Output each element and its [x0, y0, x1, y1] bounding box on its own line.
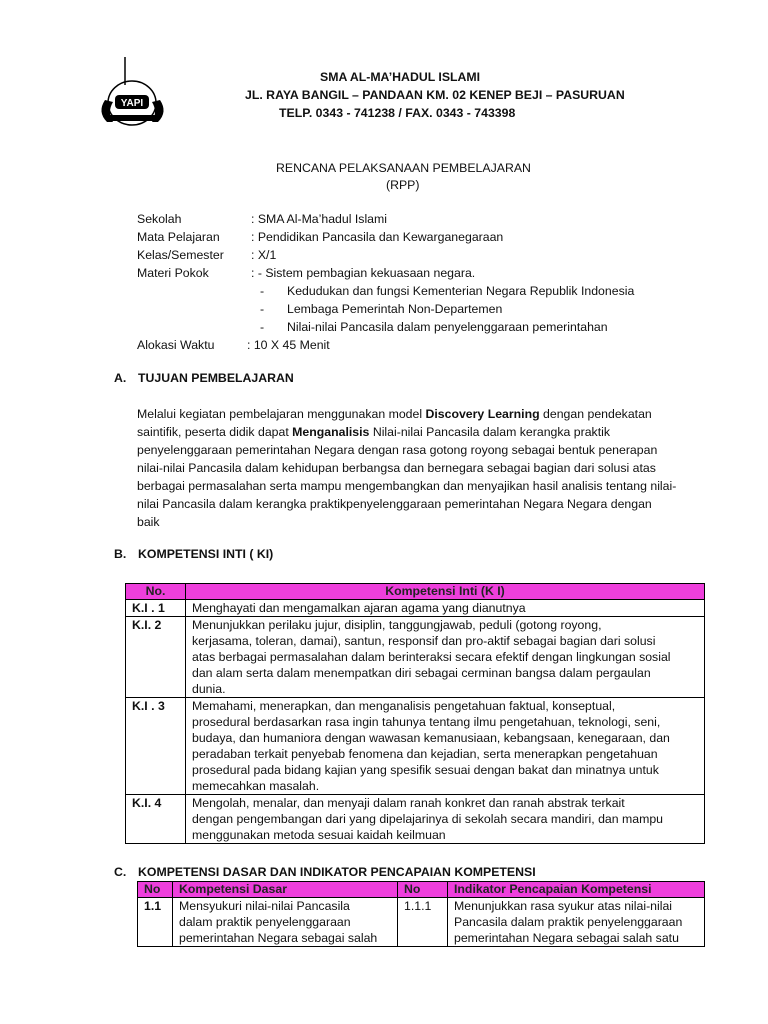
tujuan-paragraph — [137, 405, 676, 531]
info-row-alokasi: Alokasi Waktu : 10 X 45 Menit — [137, 338, 330, 352]
ki-header-no: No. — [126, 584, 186, 600]
table-row — [126, 795, 705, 844]
kd-header-no2: No — [398, 882, 448, 898]
table-row — [138, 898, 705, 947]
info-block — [137, 210, 635, 354]
paragraph-line: Melalui kegiatan pembelajaran menggunakan model Discovery Learning dengan pendekatan — [137, 407, 652, 421]
kd-no: 1.1 — [138, 898, 173, 947]
table-row — [126, 617, 705, 698]
section-c-heading: C. KOMPETENSI DASAR DAN INDIKATOR PENCAPAIAN KOMPETENSI — [114, 865, 536, 879]
info-row: Kelas/Semester : X/1 — [137, 248, 277, 262]
school-phone: TELP. 0343 - 741238 / FAX. 0343 - 743398 — [279, 106, 516, 120]
materi-item: - Lembaga Pemerintah Non-Departemen — [260, 302, 503, 316]
kd-text: Mensyukuri nilai-nilai Pancasila dalam praktik penyelenggaraan pemerintahan Negara sebagai salah — [173, 898, 398, 947]
ipk-no: 1.1.1 — [398, 898, 448, 947]
paragraph-line: berbagai permasalahan serta mampu mengembangkan dan menyajikan hasil analisis tentang nilai- — [137, 479, 677, 493]
info-row: Mata Pelajaran : Pendidikan Pancasila dan Kewarganegaraan — [137, 230, 504, 244]
kd-table — [137, 881, 705, 947]
paragraph-line: nilai-nilai Pancasila dalam kehidupan berbangsa dan bernegara sebagai bagian dari solusi atas — [137, 461, 656, 475]
kd-header-kd: Kompetensi Dasar — [173, 882, 398, 898]
ki-table — [125, 583, 705, 844]
paragraph-line: baik — [137, 515, 160, 529]
school-logo — [95, 55, 170, 137]
paragraph-line: nilai Pancasila dalam kerangka praktikpenyelenggaraan pemerintahan Negara Negara dengan — [137, 497, 652, 511]
table-row — [126, 600, 705, 617]
ki-text: Memahami, menerapkan, dan menganalisis pengetahuan faktual, konseptual, prosedural berdasarkan rasa ingin tahunya tentang ilmu pengetahuan, teknologi, seni, budaya, dan humaniora dengan wawasan kemanusiaan, kebangsaan, kenegaraan, dan peradaban terkait penyebab fenomena dan kejadian, serta menerapkan pengetahuan prosedural pada bidang kajian yang spesifik sesuai dengan bakat dan minatnya untuk memecahkan masalah. — [186, 698, 705, 795]
school-name: SMA AL-MA’HADUL ISLAMI — [320, 70, 481, 84]
info-row: Materi Pokok : - Sistem pembagian kekuasaan negara. — [137, 266, 476, 280]
ipk-text: Menunjukkan rasa syukur atas nilai-nilai Pancasila dalam praktik penyelenggaraan pemerintahan Negara sebagai salah satu — [448, 898, 705, 947]
ki-no: K.I . 3 — [126, 698, 186, 795]
ki-no: K.I. 2 — [126, 617, 186, 698]
paragraph-line: penyelenggaraan pemerintahan Negara dengan rasa gotong royong sebagai bentuk penerapan — [137, 443, 658, 457]
ki-text: Menunjukkan perilaku jujur, disiplin, tanggungjawab, peduli (gotong royong, kerjasama, toleran, damai), santun, responsif dan pro-aktif sebagai bagian dari solusi atas berbagai permasalahan dalam berinteraksi secara efektif dengan lingkungan sosial dan alam serta dalam menempatkan diri sebagai cerminan bangsa dalam pergaulan dunia. — [186, 617, 705, 698]
kd-header-ipk: Indikator Pencapaian Kompetensi — [448, 882, 705, 898]
doc-title: RENCANA PELAKSANAAN PEMBELAJARAN — [276, 161, 531, 175]
ki-no: K.I . 1 — [126, 600, 186, 617]
paragraph-line: saintifik, peserta didik dapat Menganalisis Nilai-nilai Pancasila dalam kerangka praktik — [137, 425, 610, 439]
ki-header-kompetensi: Kompetensi Inti (K I) — [186, 584, 705, 600]
section-b-heading: B. KOMPETENSI INTI ( KI) — [114, 547, 274, 561]
materi-item: - Kedudukan dan fungsi Kementerian Negara Republik Indonesia — [260, 284, 635, 298]
ki-text: Mengolah, menalar, dan menyaji dalam ranah konkret dan ranah abstrak terkait dengan pengembangan dari yang dipelajarinya di sekolah secara mandiri, dan mampu menggunakan metoda sesuai kaidah keilmuan — [186, 795, 705, 844]
materi-item: - Nilai-nilai Pancasila dalam penyelenggaraan pemerintahan — [260, 320, 608, 334]
svg-text:YAPI: YAPI — [120, 98, 144, 109]
table-row — [126, 698, 705, 795]
ki-no: K.I. 4 — [126, 795, 186, 844]
section-a-heading: A. TUJUAN PEMBELAJARAN — [114, 371, 294, 385]
ki-text: Menghayati dan mengamalkan ajaran agama yang dianutnya — [186, 600, 705, 617]
kd-header-no: No — [138, 882, 173, 898]
doc-subtitle: (RPP) — [386, 178, 420, 192]
school-address: JL. RAYA BANGIL – PANDAAN KM. 02 KENEP BEJI – PASURUAN — [245, 88, 625, 102]
info-row: Sekolah : SMA Al-Ma’hadul Islami — [137, 212, 387, 226]
